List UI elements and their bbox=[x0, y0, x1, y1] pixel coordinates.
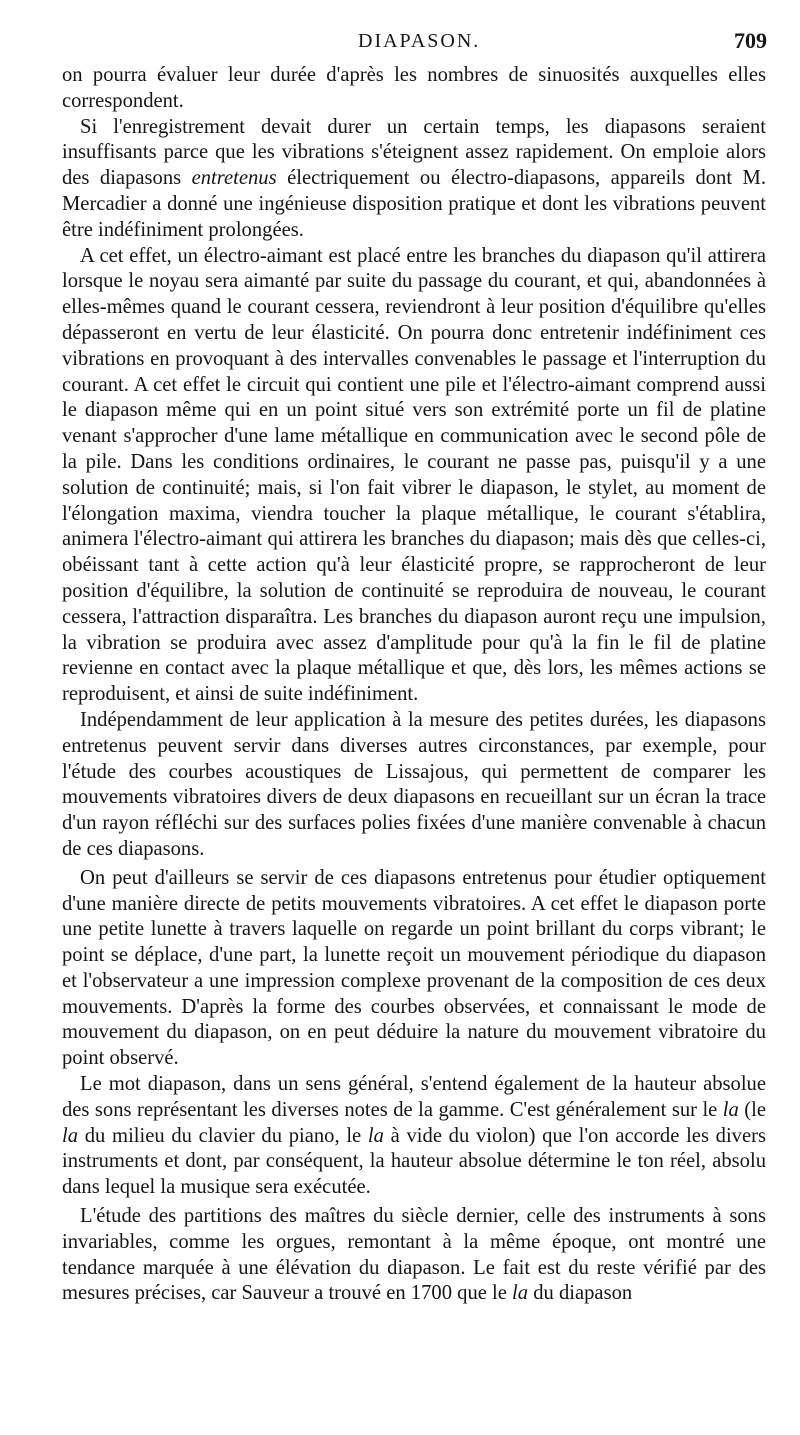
paragraph-4 bbox=[62, 708, 766, 863]
paragraph-7 bbox=[62, 1204, 766, 1307]
text-run: du milieu du clavier du piano, le bbox=[78, 1124, 368, 1147]
text-run: Le mot diapason, dans un sens général, s'entend également de la hauteur absolue des sons représentant les diverses notes de la gamme. C'est généralement sur le bbox=[62, 1073, 766, 1121]
text-run: A cet effet, un électro-aimant est placé entre les branches du diapason qu'il attirera lorsque le noyau sera aimanté par suite du passage du courant, et qui, abandonnées à elles-mêmes quand le courant cessera, reviendront à leur position d'équilibre qu'elles dépasseront en vertu de leur élasticité. On pourra donc entretenir indéfiniment ces vibrations en provoquant à des intervalles convenables le passage et l'interruption du courant. A cet effet le circuit qui contient une pile et l'électro-aimant comprend aussi le diapason même qui en un point situé vers son extrémité porte un fil de platine venant s'approcher d'une lame métallique en communication avec le second pôle de la pile. Dans les conditions ordinaires, le courant ne passe pas, puisqu'il y a une solution de continuité; mais, si l'on fait vibrer le diapason, le stylet, au moment de l'élongation maxima, viendra toucher la plaque métallique, le courant s'établira, animera l'électro-aimant qui attirera les branches du diapason; mais dès que celles-ci, obéissant tant à cette action qu'à leur élasticité propre, se rapprocheront de leur position d'équilibre, la solution de continuité se reproduira de nouveau, le courant cessera, l'attraction disparaîtra. Les branches du diapason auront reçu une impulsion, la vibration se produira avec assez d'amplitude pour qu'à la fin le fil de platine revienne en contact avec la plaque métallique et que, dès lors, les mêmes actions se reproduisent, et ainsi de suite indéfiniment. bbox=[62, 244, 766, 706]
paragraph-1 bbox=[62, 63, 766, 115]
italic-note: la bbox=[512, 1282, 529, 1305]
italic-note: la bbox=[367, 1124, 384, 1147]
paragraph-3 bbox=[62, 244, 766, 708]
text-run: L'étude des partitions des maîtres du siècle dernier, celle des instruments à sons invariables, comme les orgues, remontant à la même époque, ont montré une tendance marquée à une élévation du diapason. Le fait est du reste vérifié par des mesures précises, car Sauveur a trouvé en 1700 que le bbox=[62, 1205, 766, 1305]
page-number: 709 bbox=[734, 28, 767, 53]
paragraph-6 bbox=[62, 1072, 766, 1201]
text-run: on pourra évaluer leur durée d'après les nombres de sinuosités auxquelles elles correspondent. bbox=[62, 64, 766, 112]
paragraph-2 bbox=[62, 115, 766, 244]
body-text bbox=[62, 63, 766, 1307]
italic-note: la bbox=[722, 1098, 739, 1121]
text-run: à vide du violon) que l'on accorde les divers instruments et dont, par conséquent, la hauteur absolue détermine le ton réel, absolu dans lequel la musique sera exécutée. bbox=[62, 1124, 766, 1199]
paragraph-5 bbox=[62, 866, 766, 1072]
text-run: Si l'enregistrement devait durer un certain temps, les diapasons seraient insuffisants parce que les vibrations s'éteignent assez rapidement. On emploie alors des diapasons bbox=[62, 115, 766, 190]
text-run: (le bbox=[738, 1098, 766, 1121]
text-run: Indépendamment de leur application à la mesure des petites durées, les diapasons entretenus peuvent servir dans diverses autres circonstances, par exemple, pour l'étude des courbes acoustiques de Lissajous, qui permettent de comparer les mouvements vibratoires divers de deux diapasons en recueillant sur un écran la trace d'un rayon réfléchi sur des surfaces polies fixées d'une manière convenable à chacun de ces diapasons. bbox=[62, 708, 766, 860]
running-title: DIAPASON. bbox=[358, 30, 481, 52]
text-run: On peut d'ailleurs se servir de ces diapasons entretenus pour étudier optiquement d'une manière directe de petits mouvements vibratoires. A cet effet le diapason porte une petite lunette à travers laquelle on regarde un point brillant du corps vibrant; le point se déplace, d'une part, la lunette reçoit un mouvement périodique du diapason et l'observateur a une impression complexe provenant de la composition de ces deux mouvements. D'après la forme des courbes observées, et connaissant le mode de mouvement du diapason, on en peut déduire la nature du mouvement vibratoire du point observé. bbox=[62, 866, 766, 1070]
page-header bbox=[0, 28, 800, 52]
italic-note: la bbox=[62, 1124, 79, 1147]
italic-term: entretenus bbox=[191, 167, 277, 190]
text-run: du diapason bbox=[528, 1282, 633, 1305]
text-run: électriquement ou électro-diapasons, appareils dont M. Mercadier a donné une ingénieuse disposition pratique et dont les vibrations peuvent être indéfiniment prolongées. bbox=[62, 167, 766, 241]
